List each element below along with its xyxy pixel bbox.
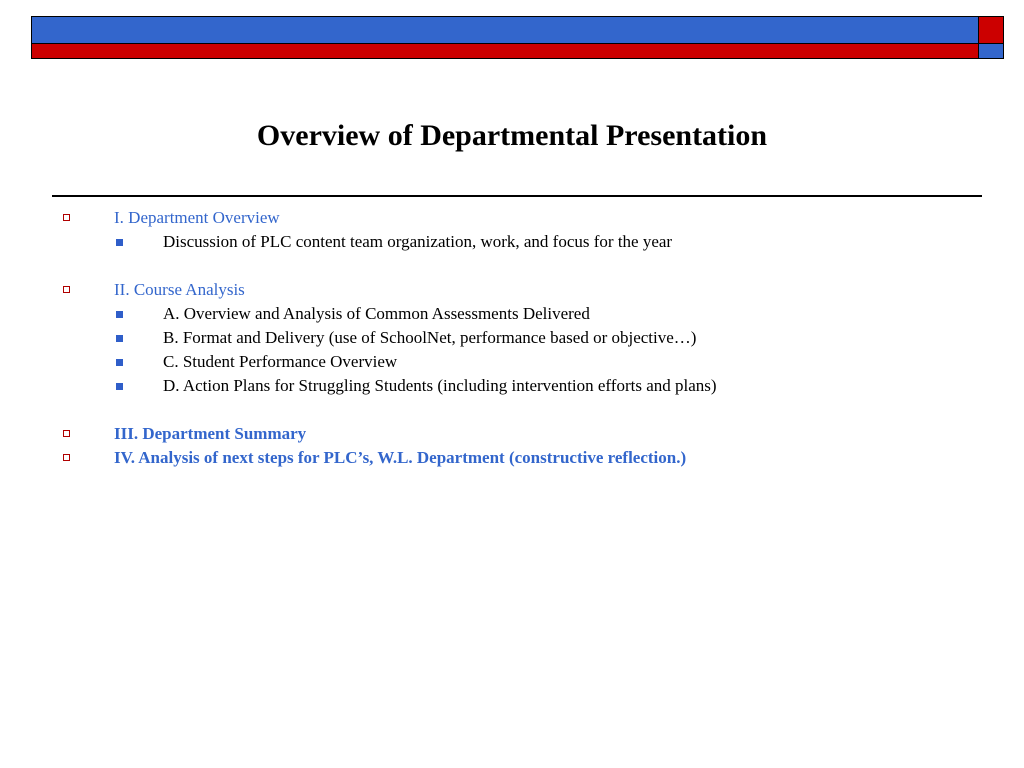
spacer — [0, 254, 1024, 278]
item-text: B. Format and Delivery (use of SchoolNet, performance based or objective…) — [163, 328, 697, 347]
item-text: Discussion of PLC content team organization, work, and focus for the year — [163, 232, 673, 251]
section-heading: II. Course Analysis — [114, 280, 245, 299]
section-heading: I. Department Overview — [114, 208, 280, 227]
header-band-red — [31, 43, 979, 59]
title-divider — [52, 195, 982, 197]
outline-section — [0, 422, 1024, 446]
outline-section — [0, 206, 1024, 230]
header-band-blue — [31, 16, 979, 44]
outline-item — [0, 350, 1024, 374]
slide-title: Overview of Departmental Presentation — [256, 119, 768, 152]
filled-square-bullet-icon — [116, 239, 123, 246]
spacer — [0, 398, 1024, 422]
section-heading: IV. Analysis of next steps for PLC’s, W.L. Department (constructive reflection.) — [114, 448, 687, 467]
section-heading: III. Department Summary — [114, 424, 307, 443]
header-square-red — [978, 16, 1004, 44]
item-text: C. Student Performance Overview — [163, 352, 398, 371]
hollow-square-bullet-icon — [63, 430, 70, 437]
header-square-blue — [978, 43, 1004, 59]
outline-section — [0, 278, 1024, 302]
filled-square-bullet-icon — [116, 335, 123, 342]
item-text: A. Overview and Analysis of Common Assessments Delivered — [163, 304, 590, 323]
filled-square-bullet-icon — [116, 359, 123, 366]
outline-item — [0, 326, 1024, 350]
outline-item — [0, 230, 1024, 254]
item-text: D. Action Plans for Struggling Students (including intervention efforts and plans) — [163, 376, 717, 395]
hollow-square-bullet-icon — [63, 214, 70, 221]
outline-section — [0, 446, 1024, 470]
outline-item — [0, 302, 1024, 326]
outline-item — [0, 374, 1024, 398]
filled-square-bullet-icon — [116, 383, 123, 390]
outline-content — [0, 206, 1024, 470]
hollow-square-bullet-icon — [63, 286, 70, 293]
hollow-square-bullet-icon — [63, 454, 70, 461]
filled-square-bullet-icon — [116, 311, 123, 318]
